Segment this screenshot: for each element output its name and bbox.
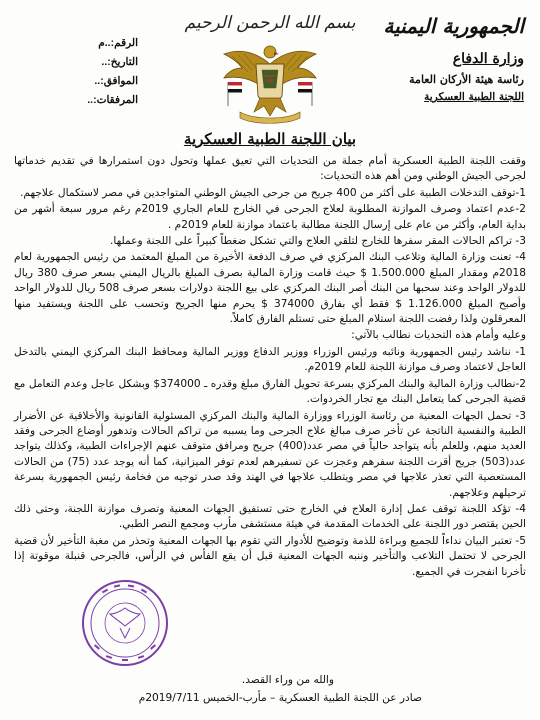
document-title: بيان اللجنة الطبية العسكرية <box>183 130 357 148</box>
challenge-item: 2-عدم اعتماد وصرف الموازنة المطلوبة لعلاج الجرحى في الخارج للعام الجاري 2019م رغم مرور سبعة أشهر من بداية العام، وأكثر من عام على إرسال اللجنة مطالبة باعتماد موازنة للعام 2019م . <box>14 203 526 231</box>
document-footer <box>0 668 540 720</box>
country-name: الجمهورية اليمنية <box>383 14 524 38</box>
challenge-item: 3- تراكم الحالات المقر سفرها للخارج لتلقي العلاج والتي تشكل ضغطاً كبيراً على اللجنة وعملها. <box>110 235 526 248</box>
ministry-name: وزارة الدفاع <box>452 51 524 67</box>
intro-paragraph: وقفت اللجنة الطبية العسكرية أمام جملة من التحديات التي تعيق عملها وتحول دون استمرارها في تقديم خدماتها لجرحى الجيش الوطني ومن أهم هذه التحديات: <box>14 155 526 183</box>
challenge-item: 1-توقف التدخلات الطبية على أكثر من 400 جريح من جرحى الجيش الوطني المتواجدين في مصر لاستكمال علاجهم. <box>20 186 526 199</box>
closing-line: والله من وراء القصد. <box>241 674 334 686</box>
demand-item: 1- نناشد رئيس الجمهورية ونائبه ورئيس الوزراء ووزير الدفاع ووزير المالية ومحافظ البنك المركزي اليمني بالتدخل العاجل لاعتماد وصرف موازنة اللجنة للعام 2019م. <box>14 345 526 374</box>
committee-name: اللجنة الطبية العسكرية <box>424 91 524 103</box>
demands-intro: وعليه وأمام هذه التحديات نطالب بالآتي: <box>351 329 526 342</box>
demand-item: 5- تعتبر البيان نداءاً للجميع وبراءة للذمة وتوضيح للأدوار التي تقوم بها الجهات المعنية وتحذر من مغبة التأخير لأن قضية الجرحى لا تحتمل التلاعب والتأخير وننبه الجهات المعنية قبل أن يقع الفأس في الرأس، فالجرحى قنبلة موقوتة إذا تأخرنا انفجرت في الجميع. <box>14 534 526 578</box>
demand-item: 2-نطالب وزارة المالية والبنك المركزي بسرعة تحويل الفارق مبلغ وقدره ـ 374000$ وبشكل عاجل وعدم التعامل مع قضية الجرحى كما يتعامل البنك مع تجار الخردوات. <box>14 377 527 406</box>
challenge-item: 4- تعنت وزارة المالية وتلاعب البنك المركزي في صرف الدفعة الأخيرة من المبلغ المعتمد من رئيس الجمهورية لعام 2018م ومقدار المبلغ 1.500.000 $ حيث قامت وزارة المالية بصرف المبلغ بالريال اليمني بسعر صرف 380 ريال للدولار الواحد وعند سحبها من البنك أصر البنك المركزي على بيع اللجنة دولارات بسعر صرف 508 ريال للدولار الواحد وأصبح المبلغ 1.126.000 $ فقط أي بفارق 374000 $ يحرم منها الجريح وتحسب على اللجنة ويستفيد منها المعرقلون ولذا رفضت اللجنة استلام المبلغ حتى تستلم الفارق كاملاً. <box>14 251 526 326</box>
date-field: التاريخ:.. <box>101 56 138 68</box>
basmala-calligraphy: بسم الله الرحمن الرحيم <box>184 13 356 33</box>
ref-number-field: الرقم:..م <box>98 37 138 49</box>
staff-name: رئاسة هيئة الأركان العامة <box>409 73 524 86</box>
corresponding-date-field: الموافق:.. <box>94 75 138 87</box>
attachments-field: المرفقات:.. <box>87 94 138 106</box>
demand-item: 3- تحمل الجهات المعنية من رئاسة الوزراء ووزارة المالية والبنك المركزي المسئولية القانونية والأخلاقية عن الأضرار الطبية والنفسية الناتجة عن تأخر صرف مبالغ علاج الجرحى وما يسببه من تراكم الحالات وتدهور أوضاع الجرحى وفقد العديد منهم، وللعلم بأنه يتواجد حالياً في مصر عدد(400) جريح ومرافق متوقف عنهم الإجراءات الطبية، وكذلك يتواجد عدد(503) جريح أقرت اللجنة سفرهم وعجزت عن تسفيرهم لعدم توفر الميزانية، كما أنه يوجد عدد (75) من الحالات المستعصية التي تعذر علاجها في مصر ويتطلب علاجها في الهند وقد صدر توجيه من فخامة رئيس الجمهورية بسرعة ترحيلهم وعلاجهم. <box>14 409 526 499</box>
letterhead <box>0 0 540 128</box>
reference-fields <box>18 34 138 110</box>
issuer-line: صادر عن اللجنة الطبية العسكرية – مأرب-الخميس 2019/7/11م <box>138 692 422 704</box>
yemen-eagle-emblem-icon <box>218 34 322 126</box>
demand-item: 4- تؤكد اللجنة توقف عمل إدارة العلاج في الخارج حتى تستفيق الجهات المعنية وتصرف موازنة اللجنة، وحتى ذلك الحين يقتصر دور اللجنة على الخدمات المقدمة في هيئة مستشفى مأرب ومجمع النصر الطبي. <box>14 502 526 531</box>
document-body <box>14 154 526 580</box>
official-stamp-icon <box>80 578 170 668</box>
letterhead-institution <box>354 14 524 106</box>
